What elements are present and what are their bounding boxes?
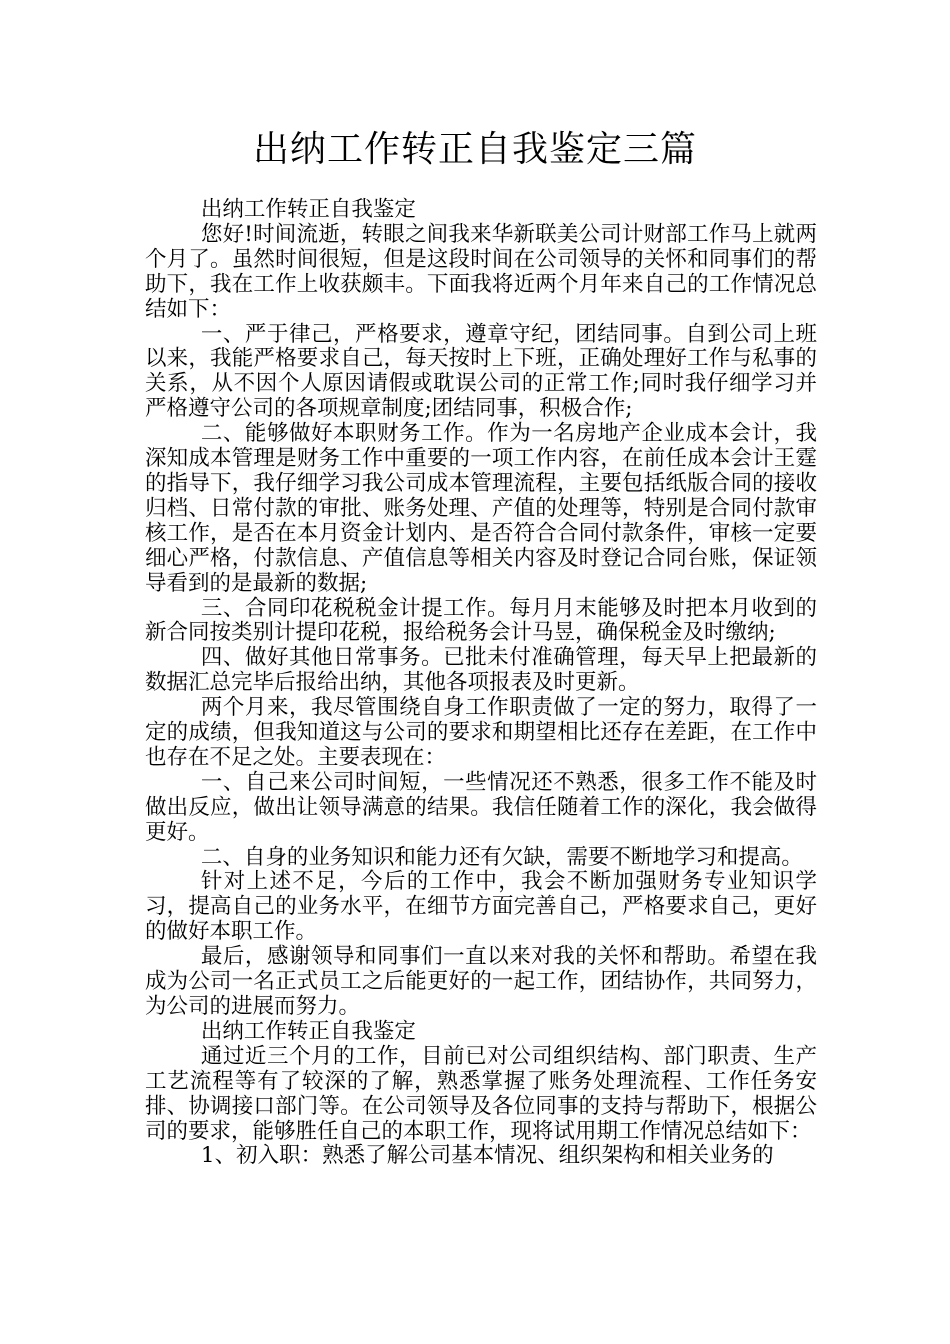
document-title: 出纳工作转正自我鉴定三篇: [252, 129, 697, 170]
section-heading: 出纳工作转正自我鉴定: [200, 1018, 416, 1044]
paragraph: 针对上述不足，今后的工作中，我会不断加强财务专业知识学习，提高自己的业务水平，在细节方面完善自己，严格要求自己，更好的做好本职工作。: [145, 869, 817, 945]
paragraph: 1、初入职：熟悉了解公司基本情况、组织架构和相关业务的: [200, 1143, 774, 1169]
paragraph: 两个月来，我尽管围绕自身工作职责做了一定的努力，取得了一定的成绩，但我知道这与公司的要求和期望相比还存在差距，在工作中也存在不足之处。主要表现在：: [145, 695, 817, 770]
section-heading: 出纳工作转正自我鉴定: [200, 197, 416, 222]
paragraph: 二、能够做好本职财务工作。作为一名房地产企业成本会计，我深知成本管理是财务工作中重要的一项工作内容，在前任成本会计王霆的指导下，我仔细学习我公司成本管理流程，主要包括纸版合同的接收归档、日常付款的审批、账务处理、产值的处理等，特别是合同付款审核工作，是否在本月资金计划内、是否符合合同付款条件，审核一定要细心严格，付款信息、产值信息等相关内容及时登记合同台账，保证领导看到的是最新的数据;: [145, 421, 817, 596]
paragraph: 三、合同印花税税金计提工作。每月月末能够及时把本月收到的新合同按类别计提印花税，报给税务会计马昱，确保税金及时缴纳;: [145, 595, 817, 646]
paragraph: 一、自己来公司时间短，一些情况还不熟悉，很多工作不能及时做出反应，做出让领导满意的结果。我信任随着工作的深化，我会做得更好。: [145, 769, 817, 845]
paragraph: 最后，感谢领导和同事们一直以来对我的关怀和帮助。希望在我成为公司一名正式员工之后能更好的一起工作，团结协作，共同努力，为公司的进展而努力。: [145, 944, 817, 1019]
paragraph: 二、自身的业务知识和能力还有欠缺，需要不断地学习和提高。: [200, 844, 803, 870]
paragraph: 您好!时间流逝，转眼之间我来华新联美公司计财部工作马上就两个月了。虽然时间很短，但是这段时间在公司领导的关怀和同事们的帮助下，我在工作上收获颇丰。下面我将近两个月年来自己的工作情况总结如下：: [145, 221, 817, 322]
paragraph: 一、严于律己，严格要求，遵章守纪，团结同事。自到公司上班以来，我能严格要求自己，每天按时上下班，正确处理好工作与私事的关系，从不因个人原因请假或耽误公司的正常工作;同时我仔细学习并严格遵守公司的各项规章制度;团结同事，积极合作;: [145, 321, 817, 422]
document-body: [145, 198, 817, 1169]
paragraph: 四、做好其他日常事务。已批未付准确管理，每天早上把最新的数据汇总完毕后报给出纳，其他各项报表及时更新。: [145, 645, 817, 696]
paragraph: 通过近三个月的工作，目前已对公司组织结构、部门职责、生产工艺流程等有了较深的了解，熟悉掌握了账务处理流程、工作任务安排、协调接口部门等。在公司领导及各位同事的支持与帮助下，根据公司的要求，能够胜任自己的本职工作，现将试用期工作情况总结如下：: [145, 1043, 817, 1144]
